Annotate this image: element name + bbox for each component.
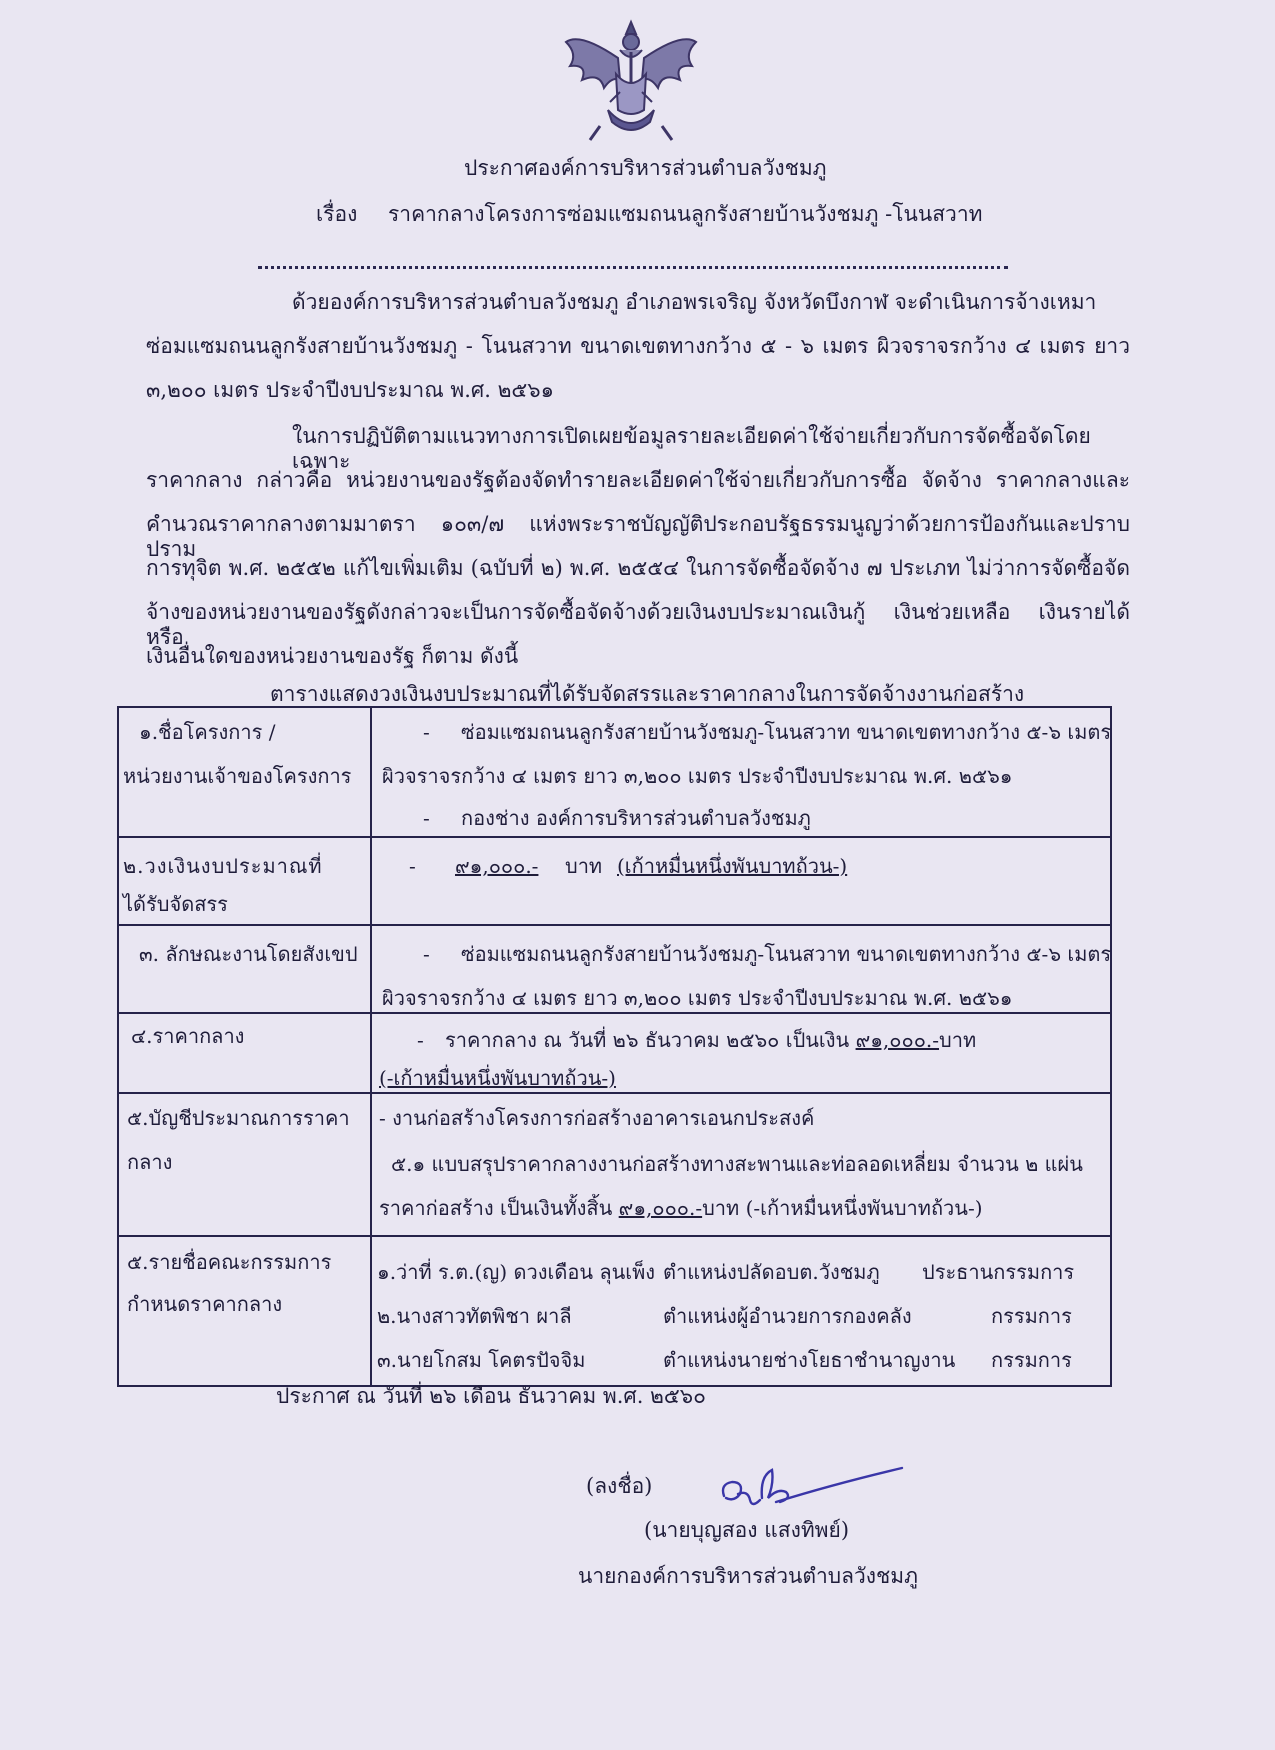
row2-unit: บาท	[565, 854, 603, 878]
para2-line1: ในการปฏิบัติตามแนวทางการเปิดเผยข้อมูลรายละเอียดค่าใช้จ่ายเกี่ยวกับการจัดซื้อจัดโดยเฉพาะ	[292, 424, 1091, 474]
para2-line5: จ้างของหน่วยงานของรัฐดังกล่าวจะเป็นการจัดซื้อจัดจ้างด้วยเงินงบประมาณเงินกู้ เงินช่วยเหลือ เงินรายได้ หรือ	[146, 600, 1130, 650]
member3-role: กรรมการ	[991, 1348, 1072, 1372]
row2-dash1: -	[409, 854, 416, 878]
row2-words: (เก้าหมื่นหนึ่งพันบาทถ้วน-)	[617, 854, 848, 878]
member1-name: ๑.ว่าที่ ร.ต.(ญ) ดวงเดือน ลุนเพ็ง	[377, 1260, 656, 1284]
table-caption: ตารางแสดงวงเงินงบประมาณที่ได้รับจัดสรรและราคากลางในการจัดจ้างงานก่อสร้าง	[270, 682, 1025, 706]
row2-amount: ๙๑,๐๐๐.-	[455, 854, 539, 878]
document-title: ประกาศองค์การบริหารส่วนตำบลวังชมภู	[464, 156, 827, 180]
signature-icon	[714, 1462, 904, 1520]
row3-line1: ซ่อมแซมถนนลูกรังสายบ้านวังชมภู-โนนสวาท ขนาดเขตทางกว้าง ๕-๖ เมตร	[461, 942, 1112, 966]
row4-line1-pre	[445, 1028, 976, 1052]
row5-line2: ๕.๑ แบบสรุปราคากลางงานก่อสร้างทางสะพานและท่อลอดเหลี่ยม จำนวน ๒ แผ่น	[391, 1152, 1083, 1176]
para1-line2: ซ่อมแซมถนนลูกรังสายบ้านวังชมภู - โนนสวาท ขนาดเขตทางกว้าง ๕ - ๖ เมตร ผิวจราจรกว้าง ๔ เมตร ยาว	[146, 334, 1130, 358]
row3-line2: ผิวจราจรกว้าง ๔ เมตร ยาว ๓,๒๐๐ เมตร ประจำปีงบประมาณ พ.ศ. ๒๕๖๑	[382, 986, 1013, 1010]
row4-line1-text: ราคากลาง ณ วันที่ ๒๖ ธันวาคม ๒๕๖๐ เป็นเงิน	[445, 1028, 850, 1052]
member1-position: ตำแหน่งปลัดอบต.วังชมภู	[663, 1260, 880, 1284]
row2-label-line1: ๒.วงเงินงบประมาณที่	[123, 854, 323, 878]
para1-line3: ๓,๒๐๐ เมตร ประจำปีงบประมาณ พ.ศ. ๒๕๖๑	[146, 378, 554, 402]
garuda-emblem-icon	[560, 14, 702, 146]
dotted-separator	[258, 266, 1008, 269]
row4-label: ๔.ราคากลาง	[131, 1024, 245, 1048]
para1-line1: ด้วยองค์การบริหารส่วนตำบลวังชมภู อำเภอพรเจริญ จังหวัดบึงกาฬ จะดำเนินการจ้างเหมา	[292, 290, 1097, 314]
row5-line3-amount: ๙๑,๐๐๐.-	[618, 1196, 703, 1220]
row4-dash1: -	[417, 1028, 424, 1052]
row5-line3	[379, 1196, 983, 1220]
row1-line3: กองช่าง องค์การบริหารส่วนตำบลวังชมภู	[461, 806, 811, 830]
signed-label: (ลงชื่อ)	[586, 1474, 653, 1498]
row4-line1-post: บาท	[939, 1028, 977, 1052]
row4-line2: (-เก้าหมื่นหนึ่งพันบาทถ้วน-)	[379, 1066, 616, 1090]
row6-label-line2: กำหนดราคากลาง	[127, 1292, 283, 1316]
para2-line6: เงินอื่นใดของหน่วยงานของรัฐ ก็ตาม ดังนี้	[146, 644, 519, 668]
para2-line2: ราคากลาง กล่าวคือ หน่วยงานของรัฐต้องจัดทำรายละเอียดค่าใช้จ่ายเกี่ยวกับการซื้อ จัดจ้าง ราคากลางและ	[146, 468, 1130, 492]
row1-dash3: -	[423, 806, 430, 830]
row1-label-line2: หน่วยงานเจ้าของโครงการ	[123, 764, 352, 788]
subject-label: เรื่อง	[316, 202, 358, 226]
row5-label-line1: ๕.บัญชีประมาณการราคา	[127, 1106, 350, 1130]
row3-dash1: -	[423, 942, 430, 966]
para2-line4: การทุจิต พ.ศ. ๒๕๕๒ แก้ไขเพิ่มเติม (ฉบับที่ ๒) พ.ศ. ๒๕๕๔ ในการจัดซื้อจัดจ้าง ๗ ประเภท ไม่ว่าการจัดซื้อจัด	[146, 556, 1130, 580]
row2-label-line2: ได้รับจัดสรร	[123, 892, 228, 916]
announce-date: ประกาศ ณ วันที่ ๒๖ เดือน ธันวาคม พ.ศ. ๒๕๖๐	[276, 1384, 706, 1408]
member3-position: ตำแหน่งนายช่างโยธาชำนาญงาน	[663, 1348, 956, 1372]
signatory-title: นายกองค์การบริหารส่วนตำบลวังชมภู	[578, 1564, 918, 1588]
subject-text: ราคากลางโครงการซ่อมแซมถนนลูกรังสายบ้านวังชมภู -โนนสวาท	[388, 202, 983, 226]
row6-label-line1: ๕.รายชื่อคณะกรรมการ	[127, 1250, 332, 1274]
member2-name: ๒.นางสาวทัตพิชา ผาลี	[377, 1304, 572, 1328]
row3-label: ๓. ลักษณะงานโดยสังเขป	[139, 942, 358, 966]
row5-line1: - งานก่อสร้างโครงการก่อสร้างอาคารเอนกประสงค์	[379, 1106, 815, 1130]
member2-position: ตำแหน่งผู้อำนวยการกองคลัง	[663, 1304, 912, 1328]
signatory-name: (นายบุญสอง แสงทิพย์)	[644, 1518, 850, 1542]
row1-line1: ซ่อมแซมถนนลูกรังสายบ้านวังชมภู-โนนสวาท ขนาดเขตทางกว้าง ๕-๖ เมตร	[461, 720, 1112, 744]
row5-line3-post: บาท (-เก้าหมื่นหนึ่งพันบาทถ้วน-)	[702, 1196, 983, 1220]
member2-role: กรรมการ	[991, 1304, 1072, 1328]
row5-label-line2: กลาง	[127, 1150, 173, 1174]
row4-line1-amount: ๙๑,๐๐๐.-	[855, 1028, 940, 1052]
row1-line2: ผิวจราจรกว้าง ๔ เมตร ยาว ๓,๒๐๐ เมตร ประจำปีงบประมาณ พ.ศ. ๒๕๖๑	[382, 764, 1013, 788]
para2-line3: คำนวณราคากลางตามมาตรา ๑๐๓/๗ แห่งพระราชบัญญัติประกอบรัฐธรรมนูญว่าด้วยการป้องกันและปราบปราม	[146, 512, 1130, 562]
row1-dash1: -	[423, 720, 430, 744]
row1-label-line1: ๑.ชื่อโครงการ /	[139, 720, 276, 744]
member1-role: ประธานกรรมการ	[922, 1260, 1075, 1284]
budget-table	[117, 706, 1112, 1387]
member3-name: ๓.นายโกสม โคตรปัจจิม	[377, 1348, 586, 1372]
row5-line3-text: ราคาก่อสร้าง เป็นเงินทั้งสิ้น	[379, 1196, 613, 1220]
